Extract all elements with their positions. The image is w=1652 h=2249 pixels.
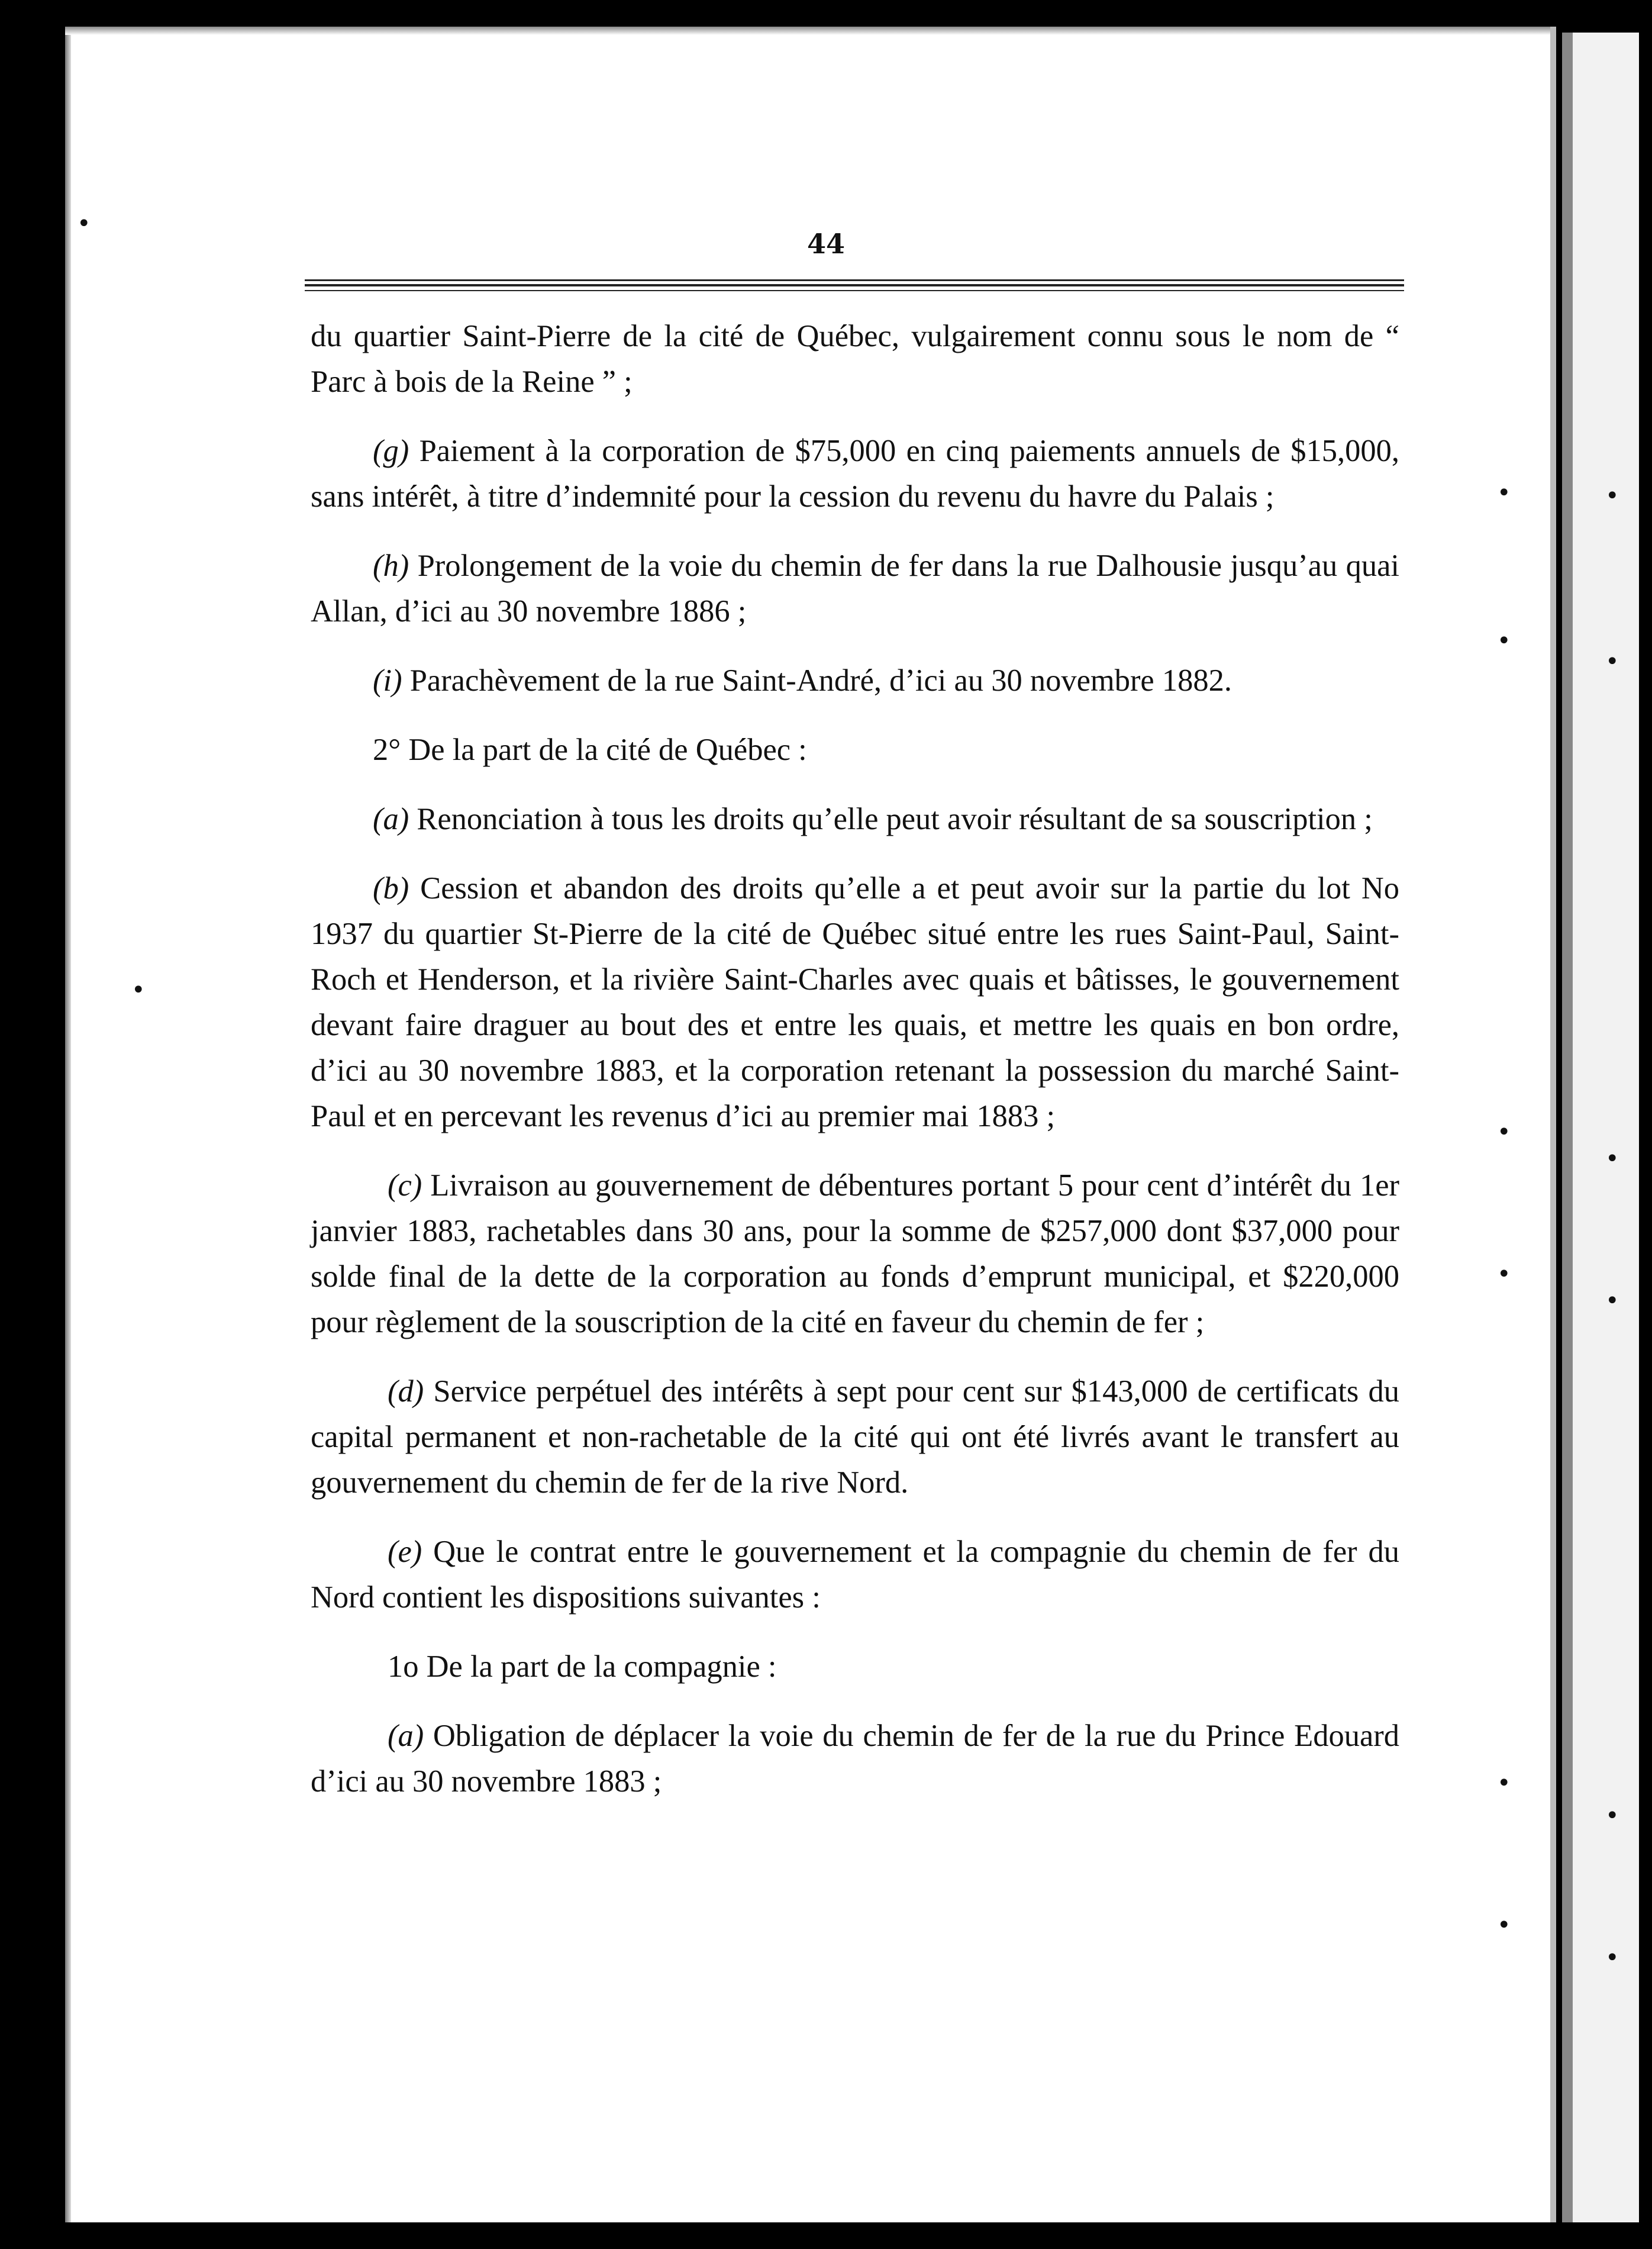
item-label: (g) (373, 434, 409, 468)
edge-speck: • (1605, 1944, 1619, 1971)
margin-speck: • (131, 977, 146, 1004)
paragraph-g (311, 428, 1399, 520)
paragraph-text: Prolongement de la voie du chemin de fer dans la rue Dalhousie jusqu’au quai Allan, d’ici au 30 novembre 1886 ; (311, 549, 1399, 629)
paragraph-text: Que le contrat entre le gouvernement et la compagnie du chemin de fer du Nord contient les dispositions suivantes : (311, 1535, 1399, 1615)
paragraph-h (311, 543, 1399, 634)
paragraph-text: Service perpétuel des intérêts à sept pour cent sur $143,000 de certificats du capital permanent et non-rachetable de la cité qui ont été livrés avant le transfert au gouvernement du chemin de fer de la rive Nord. (311, 1374, 1399, 1500)
paragraph-continuation (311, 314, 1399, 405)
paragraph-i (311, 658, 1399, 704)
header-rule (305, 290, 1404, 291)
paragraph-text: Renonciation à tous les droits qu’elle peut avoir résultant de sa souscription ; (409, 802, 1373, 836)
body-text (311, 314, 1399, 1828)
margin-speck: • (1497, 1770, 1511, 1797)
paragraph-text: Parachèvement de la rue Saint-André, d’ici au 30 novembre 1882. (402, 663, 1232, 698)
margin-speck: • (1497, 1912, 1511, 1939)
section-heading-2 (311, 727, 1399, 773)
margin-speck: • (1497, 479, 1511, 507)
paragraph-a-company (311, 1713, 1399, 1805)
item-label: (d) (388, 1374, 424, 1409)
edge-speck: • (1605, 1145, 1619, 1172)
item-label: (a) (373, 802, 409, 836)
edge-speck: • (1605, 1802, 1619, 1829)
header-rule (305, 284, 1404, 286)
paragraph-text: Livraison au gouvernement de débentures portant 5 pour cent d’intérêt du 1er janvier 1883, rachetables dans 30 ans, pour la somme de $257,000 dont $37,000 pour solde final de la dette de la corporation au fonds d’emprunt municipal, et $220,000 pour règlement de la souscription de la cité en faveur du chemin de fer ; (311, 1168, 1399, 1339)
item-label: (i) (373, 663, 402, 698)
section-heading-1o (311, 1644, 1399, 1690)
adjacent-page-edge (1562, 33, 1639, 2222)
margin-speck: • (1497, 1119, 1511, 1146)
paragraph-d (311, 1369, 1399, 1506)
edge-speck: • (1605, 482, 1619, 510)
item-label: (c) (388, 1168, 422, 1203)
item-label: (b) (373, 871, 409, 906)
item-label: (e) (388, 1535, 422, 1569)
item-label: (a) (388, 1719, 424, 1753)
paragraph-e (311, 1529, 1399, 1620)
paragraph-b (311, 866, 1399, 1139)
paragraph-text: Paiement à la corporation de $75,000 en cinq paiements annuels de $15,000, sans intérêt, à titre d’indemnité pour la cession du revenu du havre du Palais ; (311, 434, 1399, 514)
page-number: 44 (806, 228, 845, 260)
header-rule (305, 279, 1404, 281)
margin-speck: • (77, 210, 91, 237)
paragraph-text: Obligation de déplacer la voie du chemin de fer de la rue du Prince Edouard d’ici au 30 novembre 1883 ; (311, 1719, 1399, 1799)
paragraph-a (311, 797, 1399, 842)
paragraph-c (311, 1163, 1399, 1345)
item-label: (h) (373, 549, 409, 583)
margin-speck: • (1497, 1261, 1511, 1288)
paragraph-text: 1o De la part de la compagnie : (388, 1649, 777, 1684)
paragraph-text: 2° De la part de la cité de Québec : (373, 733, 807, 767)
edge-speck: • (1605, 648, 1619, 675)
paragraph-text: Cession et abandon des droits qu’elle a et peut avoir sur la partie du lot No 1937 du quartier St-Pierre de la cité de Québec situé entre les rues Saint-Paul, Saint-Roch et Henderson, et la rivière Saint-Charles avec quais et bâtisses, le gouvernement devant faire draguer au bout des et entre les quais, et mettre les quais en bon ordre, d’ici au 30 novembre 1883, et la corporation retenant la possession du marché Saint-Paul et en percevant les revenus d’ici au premier mai 1883 ; (311, 871, 1399, 1133)
paragraph-text: du quartier Saint-Pierre de la cité de Québec, vulgairement connu sous le nom de “ Parc à bois de la Reine ” ; (311, 319, 1399, 399)
edge-speck: • (1605, 1287, 1619, 1314)
margin-speck: • (1497, 627, 1511, 655)
